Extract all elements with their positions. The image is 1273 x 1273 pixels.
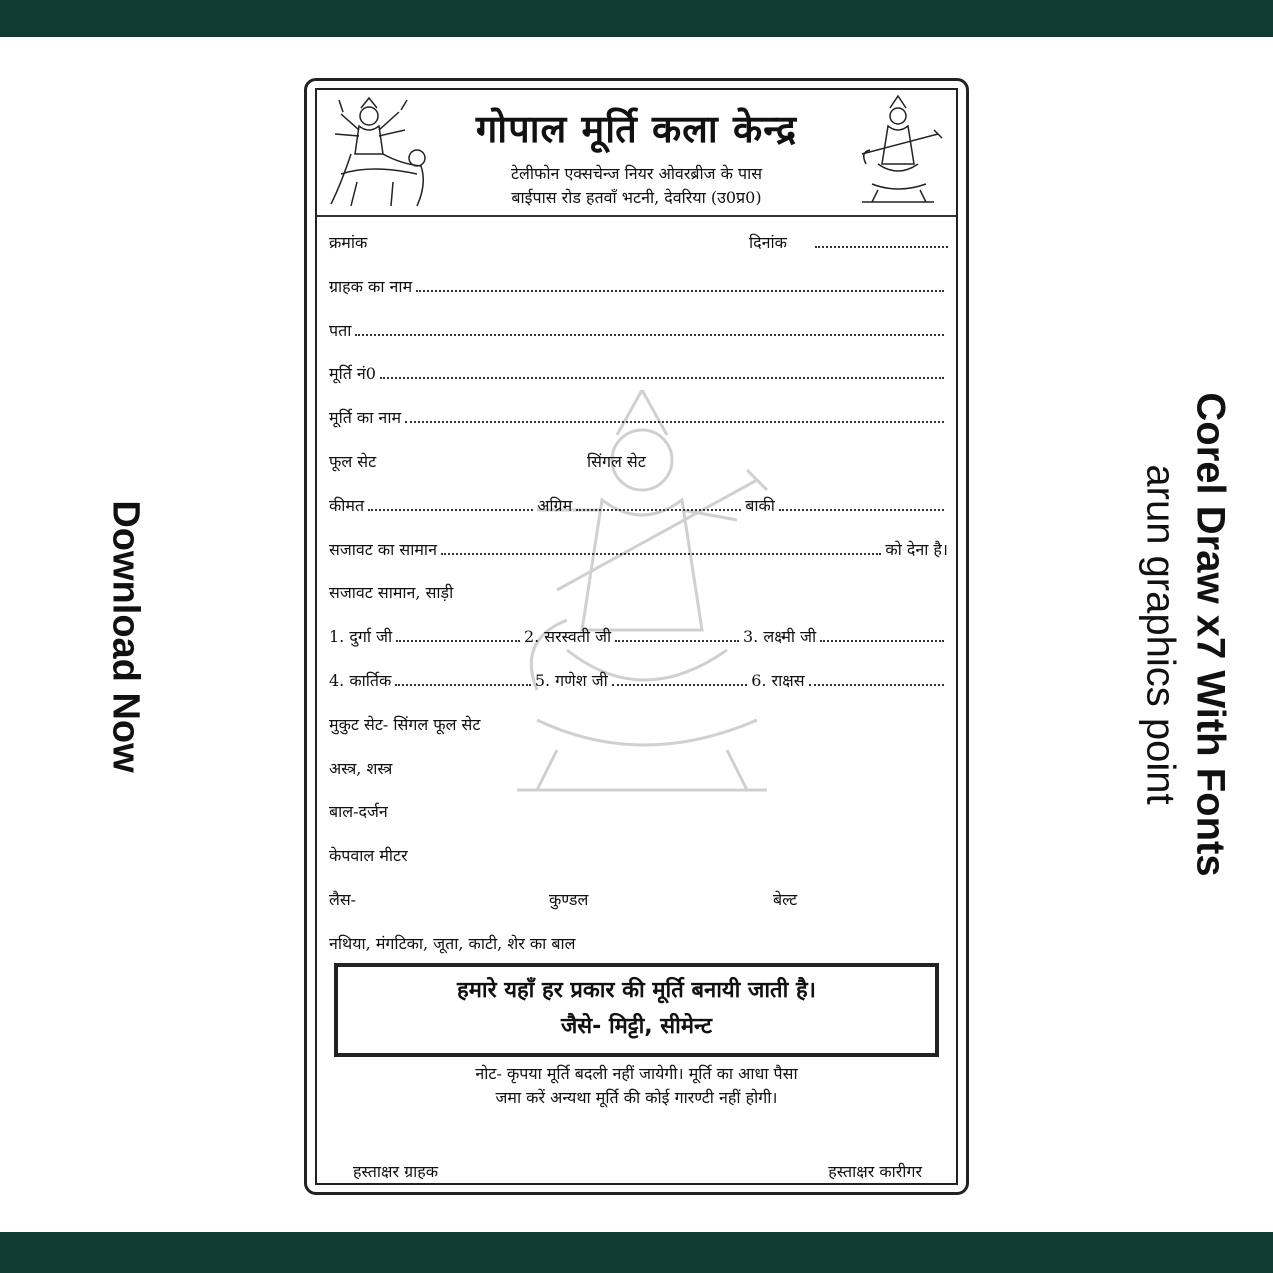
bill-form: [304, 78, 969, 1195]
dotted-blank-field: [441, 552, 881, 555]
dotted-blank-field: [416, 289, 944, 292]
field-label: दिनांक: [749, 233, 787, 252]
field-label: क्रमांक: [329, 233, 368, 252]
field-label: 5. गणेश जी: [534, 671, 608, 690]
field-label: 1. दुर्गा जी: [329, 627, 393, 647]
form-row: [329, 796, 948, 822]
artisan-signature-label: हस्ताक्षर कारीगर: [828, 1162, 922, 1181]
field-label: फूल सेट: [329, 452, 377, 471]
field-label: पता: [329, 320, 352, 340]
dotted-blank-field: [615, 639, 739, 642]
dotted-blank-field: [355, 333, 944, 336]
form-row: [329, 884, 948, 910]
form-row: [329, 621, 948, 647]
dotted-blank-field: [820, 639, 944, 642]
dotted-blank-field: [380, 376, 944, 379]
dotted-blank-field: [368, 508, 533, 511]
field-label: मूर्ति नं0: [329, 364, 376, 384]
field-label: ग्राहक का नाम: [329, 276, 413, 296]
field-label: मुकुट सेट- सिंगल फूल सेट: [329, 714, 481, 734]
top-band: [0, 0, 1273, 37]
form-row: [329, 315, 948, 341]
customer-signature-label: हस्ताक्षर ग्राहक: [353, 1162, 439, 1181]
field-label: केपवाल मीटर: [329, 846, 408, 866]
promo-box: [334, 963, 939, 1057]
form-row: [329, 534, 948, 560]
dotted-blank-field: [396, 639, 520, 642]
field-label: नथिया, मंगटिका, जूता, काटी, शेर का बाल: [329, 933, 576, 953]
corel-draw-title: Corel Draw x7 With Fonts: [1188, 392, 1233, 877]
field-label: लैस-: [329, 890, 357, 909]
dotted-blank-field: [612, 683, 747, 686]
dotted-blank-field: [576, 508, 741, 511]
arun-graphics-subtitle: arun graphics point: [1138, 464, 1183, 805]
field-label: सजावट का सामान: [329, 539, 437, 559]
shop-name: गोपाल मूर्ति कला केन्द्र: [475, 107, 798, 151]
form-row: [329, 577, 948, 603]
form-row: [329, 402, 948, 428]
field-label: बाकी: [745, 495, 775, 515]
field-label: को देना है।: [885, 539, 948, 559]
dotted-blank-field: [809, 683, 944, 686]
field-label: 2. सरस्वती जी: [523, 627, 612, 647]
download-now-text: Download Now: [104, 500, 147, 773]
note-line-1: नोट- कृपया मूर्ति बदली नहीं जायेगी। मूर्ति का आधा पैसा: [475, 1064, 798, 1083]
field-label: अग्रिम: [537, 495, 573, 515]
dotted-blank-field: [779, 508, 944, 511]
form-row: [329, 753, 948, 779]
address-line-2: बाईपास रोड हतवाँ भटनी, देवरिया (उ0प्र0): [511, 188, 762, 207]
form-header: [317, 90, 956, 217]
form-row: [329, 665, 948, 691]
dotted-blank-field: [395, 683, 530, 686]
field-label: सजावट सामान, साड़ी: [329, 583, 454, 603]
note-line-2: जमा करें अन्यथा मूर्ति की कोई गारण्टी नहीं होगी।: [495, 1088, 778, 1107]
form-row: [329, 446, 948, 472]
field-label: सिंगल सेट: [587, 452, 646, 471]
form-row: [329, 709, 948, 735]
form-row: [329, 271, 948, 297]
field-label: बेल्ट: [773, 890, 798, 909]
field-label: 4. कार्तिक: [329, 671, 392, 690]
field-label: बाल-दर्जन: [329, 802, 388, 822]
field-label: 3. लक्ष्मी जी: [743, 627, 817, 647]
form-row: [329, 928, 948, 954]
field-label: कुण्डल: [549, 890, 589, 909]
dotted-blank-field: [405, 420, 944, 423]
form-row: [329, 840, 948, 866]
address-line-1: टेलीफोन एक्सचेन्ज नियर ओवरब्रीज के पास: [510, 164, 763, 183]
form-inner-border: [315, 88, 958, 1185]
form-row: [329, 490, 948, 516]
form-row: [329, 227, 948, 253]
field-label: कीमत: [329, 495, 365, 515]
form-row: [329, 358, 948, 384]
promo-line-1: हमारे यहाँ हर प्रकार की मूर्ति बनायी जाती है।: [457, 978, 816, 1003]
field-label: 6. राक्षस: [751, 671, 805, 690]
dotted-blank-field: [815, 245, 948, 248]
promo-line-2: जैसे- मिट्टी, सीमेन्ट: [560, 1014, 713, 1039]
field-label: मूर्ति का नाम: [329, 408, 402, 428]
bottom-band: [0, 1232, 1273, 1273]
field-label: अस्त्र, शस्त्र: [329, 758, 393, 778]
